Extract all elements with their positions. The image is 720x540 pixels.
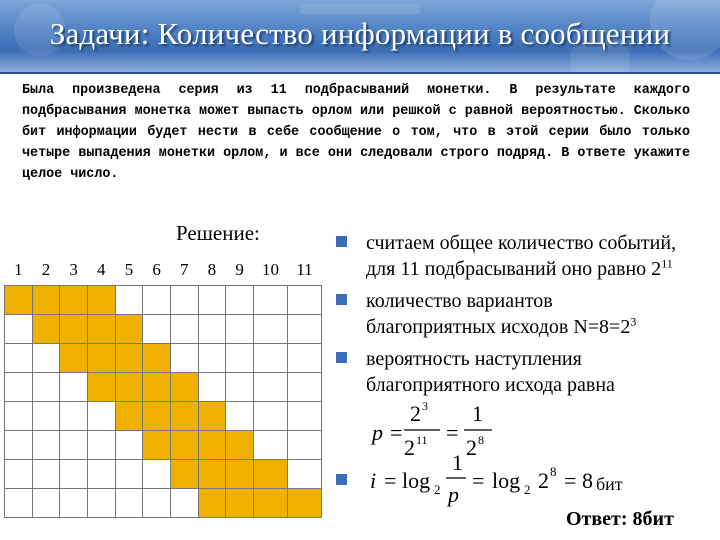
empty-cell <box>87 460 115 489</box>
grid-row <box>5 489 322 518</box>
answer-text: Ответ: 8бит <box>566 508 674 530</box>
formula-equals: = <box>564 468 577 493</box>
exponent: 11 <box>661 256 673 271</box>
grid-row <box>5 460 322 489</box>
empty-cell <box>32 372 60 401</box>
column-header: 9 <box>226 255 254 285</box>
heads-cell <box>60 314 88 343</box>
log-function: log <box>492 468 521 493</box>
log-base: 2 <box>434 482 441 497</box>
heads-cell <box>288 489 322 518</box>
formula-equals: = <box>472 468 485 493</box>
fraction2-numerator: 1 <box>472 401 483 426</box>
empty-cell <box>87 430 115 459</box>
heads-cell <box>226 489 254 518</box>
log-base: 2 <box>524 482 531 497</box>
column-header: 8 <box>198 255 226 285</box>
empty-cell <box>87 401 115 430</box>
grid-header-row <box>5 255 322 285</box>
empty-cell <box>288 430 322 459</box>
heads-cell <box>143 372 171 401</box>
power-base: 2 <box>538 468 549 493</box>
heads-cell <box>254 460 288 489</box>
empty-cell <box>115 460 143 489</box>
column-header: 11 <box>288 255 322 285</box>
fraction1-denominator: 2 <box>404 435 415 460</box>
empty-cell <box>32 460 60 489</box>
grid-row <box>5 314 322 343</box>
empty-cell <box>254 285 288 314</box>
empty-cell <box>143 460 171 489</box>
bullet-square-icon <box>336 352 347 363</box>
heads-cell <box>170 460 198 489</box>
empty-cell <box>60 401 88 430</box>
empty-cell <box>198 314 226 343</box>
empty-cell <box>170 285 198 314</box>
heads-cell <box>198 489 226 518</box>
formula-probability <box>360 400 660 460</box>
heads-cell <box>115 372 143 401</box>
column-header: 1 <box>5 255 33 285</box>
bullet-square-icon <box>336 294 347 305</box>
empty-cell <box>226 285 254 314</box>
empty-cell <box>60 489 88 518</box>
slide-title: Задачи: Количество информации в сообщении <box>49 16 671 51</box>
empty-cell <box>198 343 226 372</box>
fraction-numerator: 1 <box>452 450 463 475</box>
bullet-square-icon <box>336 236 347 247</box>
empty-cell <box>226 314 254 343</box>
formula-equals: = <box>446 420 459 445</box>
empty-cell <box>5 401 33 430</box>
exponent: 3 <box>630 314 637 329</box>
heads-cell <box>87 343 115 372</box>
empty-cell <box>254 401 288 430</box>
empty-cell <box>226 343 254 372</box>
bullet-line: количество вариантов <box>366 290 553 312</box>
heads-cell <box>115 401 143 430</box>
heads-cell <box>143 343 171 372</box>
heads-cell <box>32 285 60 314</box>
power-exponent: 8 <box>550 464 557 479</box>
column-header: 10 <box>254 255 288 285</box>
empty-cell <box>170 489 198 518</box>
empty-cell <box>198 372 226 401</box>
empty-cell <box>226 372 254 401</box>
fraction1-numerator-exp: 3 <box>422 399 428 413</box>
formula-var-i: i <box>370 468 377 493</box>
empty-cell <box>5 460 33 489</box>
unit-label: бит <box>596 474 623 494</box>
heads-cell <box>198 401 226 430</box>
grid-row <box>5 372 322 401</box>
empty-cell <box>143 314 171 343</box>
grid-row <box>5 343 322 372</box>
empty-cell <box>32 430 60 459</box>
fraction1-numerator: 2 <box>410 401 421 426</box>
empty-cell <box>5 489 33 518</box>
heads-cell <box>254 489 288 518</box>
grid-row <box>5 430 322 459</box>
empty-cell <box>60 460 88 489</box>
empty-cell <box>32 489 60 518</box>
empty-cell <box>143 489 171 518</box>
empty-cell <box>87 489 115 518</box>
empty-cell <box>60 372 88 401</box>
coin-sequence-grid <box>4 255 322 518</box>
heads-cell <box>32 314 60 343</box>
grid-row <box>5 401 322 430</box>
fraction2-denominator-exp: 8 <box>478 433 484 447</box>
empty-cell <box>32 343 60 372</box>
empty-cell <box>115 285 143 314</box>
heads-cell <box>198 430 226 459</box>
column-header: 3 <box>60 255 88 285</box>
fraction2-denominator: 2 <box>466 435 477 460</box>
column-header: 7 <box>170 255 198 285</box>
heads-cell <box>198 460 226 489</box>
heads-cell <box>170 372 198 401</box>
empty-cell <box>288 460 322 489</box>
heads-cell <box>87 285 115 314</box>
heads-cell <box>5 285 33 314</box>
heads-cell <box>226 460 254 489</box>
empty-cell <box>254 372 288 401</box>
bullet-line: считаем общее количество событий, <box>366 232 677 254</box>
header-divider <box>0 72 720 74</box>
heads-cell <box>115 314 143 343</box>
bullet-line: благоприятных исходов N=8=2 <box>366 316 631 338</box>
formula-equals: = <box>390 420 403 445</box>
empty-cell <box>5 430 33 459</box>
heads-cell <box>226 430 254 459</box>
formula-result: 8 <box>582 468 593 493</box>
problem-statement: Была произведена серия из 11 подбрасываний монетки. В результате каждого подбрасывания монетка может выпасть орлом или решкой с равной вероятностью. Сколько бит информации будет нести в себе сообщение о том, что в этой серии было только четыре выпадения монетки орлом, и все они следовали строго подряд. В ответе укажите целое число. <box>22 83 690 182</box>
empty-cell <box>115 430 143 459</box>
empty-cell <box>288 401 322 430</box>
empty-cell <box>288 343 322 372</box>
heads-cell <box>170 430 198 459</box>
formula-var-p: p <box>372 420 383 445</box>
empty-cell <box>5 314 33 343</box>
slide-header <box>0 0 720 72</box>
formula-equals: = <box>384 468 397 493</box>
empty-cell <box>115 489 143 518</box>
heads-cell <box>87 372 115 401</box>
empty-cell <box>254 343 288 372</box>
empty-cell <box>226 401 254 430</box>
log-function: log <box>402 468 431 493</box>
empty-cell <box>254 314 288 343</box>
heads-cell <box>143 430 171 459</box>
heads-cell <box>87 314 115 343</box>
empty-cell <box>198 285 226 314</box>
heads-cell <box>60 343 88 372</box>
empty-cell <box>5 372 33 401</box>
empty-cell <box>288 314 322 343</box>
fraction1-denominator-exp: 11 <box>416 433 428 447</box>
bullet-line: благоприятного исхода равна <box>366 374 615 396</box>
bullet-square-icon <box>336 474 347 485</box>
column-header: 5 <box>115 255 143 285</box>
heads-cell <box>60 285 88 314</box>
empty-cell <box>32 401 60 430</box>
bullet-line: для 11 подбрасываний оно равно 2 <box>366 258 662 280</box>
fraction-denominator: p <box>448 482 459 507</box>
bullet-line: вероятность наступления <box>366 348 582 370</box>
column-header: 4 <box>87 255 115 285</box>
empty-cell <box>170 343 198 372</box>
empty-cell <box>254 430 288 459</box>
solution-title: Решение: <box>176 221 260 245</box>
column-header: 6 <box>143 255 171 285</box>
heads-cell <box>170 401 198 430</box>
heads-cell <box>115 343 143 372</box>
empty-cell <box>288 372 322 401</box>
empty-cell <box>60 430 88 459</box>
grid-row <box>5 285 322 314</box>
empty-cell <box>143 285 171 314</box>
empty-cell <box>5 343 33 372</box>
heads-cell <box>143 401 171 430</box>
column-header: 2 <box>32 255 60 285</box>
empty-cell <box>170 314 198 343</box>
empty-cell <box>288 285 322 314</box>
